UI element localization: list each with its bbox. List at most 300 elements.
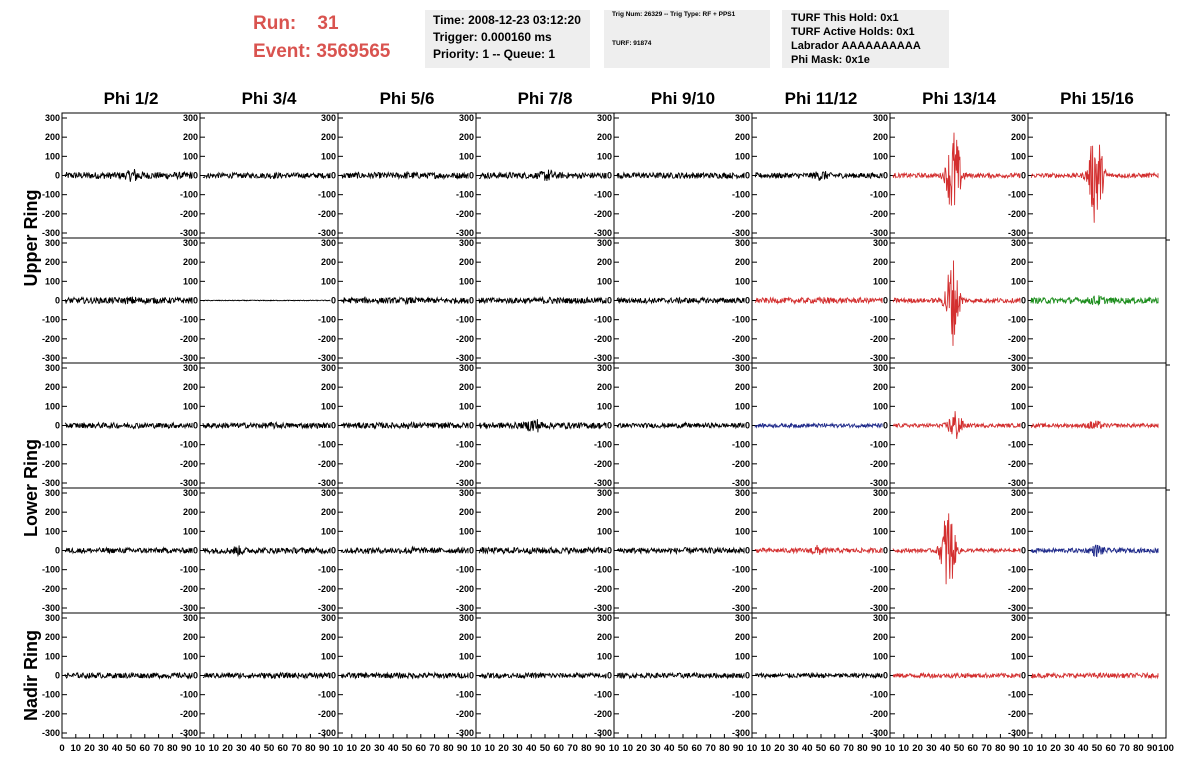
ytick-label-r2-c4: -200 [455,333,474,344]
column-header-7: Phi 13/14 [922,89,996,108]
waveform-r1-c1 [65,169,192,182]
ytick-label-r2-c6: 0 [744,295,750,306]
ytick-label-r3-c4: -100 [455,439,474,450]
ytick-label-r3-c4: 0 [468,420,474,431]
ytick-label-r4-c5: 300 [596,488,612,498]
waveform-r4-c7 [893,513,1020,584]
xtick-label-c2: 90 [318,743,330,754]
ytick-label-r1-c2: 100 [182,151,198,162]
run-label: Run: [253,13,297,34]
xtick-label-c5: 20 [636,743,647,754]
ytick-label-r5-c8: 300 [1010,613,1026,623]
ytick-label-r5-c1: -100 [41,689,60,700]
xtick-label-c7: 10 [898,743,910,754]
ytick-label-r3-c3: 300 [320,363,336,373]
ytick-label-r1-c3: -100 [317,189,336,200]
ytick-label-r1-c8: 0 [1020,170,1026,181]
ytick-label-r5-c4: -200 [455,708,474,719]
ytick-label-r2-c7: 0 [882,295,888,306]
ytick-label-r2-c5: 300 [596,238,612,248]
waveform-r2-c7 [893,261,1020,346]
ytick-label-r3-c2: -300 [179,478,198,488]
waveform-r2-c3 [341,297,468,303]
xtick-label-c1: 30 [98,743,109,754]
waveform-r4-c2 [203,545,330,555]
ytick-label-r2-c6: -300 [731,353,750,363]
xtick-label-c6: 90 [870,743,882,754]
waveform-r4-c4 [479,547,606,553]
ytick-label-r1-c2: 0 [192,170,198,181]
xtick-label-c7: 60 [967,743,979,754]
ytick-label-r4-c6: 100 [734,526,750,537]
event-value: 3569565 [316,41,391,62]
ytick-label-r4-c1: 200 [44,507,60,518]
ytick-label-r2-c2: -200 [179,333,198,344]
waveform-r5-c3 [341,673,468,679]
xtick-label-c8: 30 [1064,743,1075,754]
ytick-label-r5-c7: 300 [872,613,888,623]
ytick-label-r1-c2: -200 [179,208,198,219]
ytick-label-r5-c7: -200 [869,708,888,719]
ytick-label-r1-c5: 200 [596,132,612,143]
ytick-label-r5-c1: -300 [41,728,60,738]
ytick-label-r5-c3: 100 [320,651,336,662]
ytick-label-r2-c5: 100 [596,276,612,287]
ytick-label-r3-c4: 200 [458,382,474,393]
column-header-3: Phi 5/6 [379,89,435,108]
ytick-label-r5-c7: 200 [872,632,888,643]
ytick-label-r4-c3: 200 [320,507,336,518]
waveform-r1-c8 [1031,145,1158,223]
ytick-label-r4-c6: 200 [734,507,750,518]
event-label: Event: [253,41,312,62]
xtick-label-c2: 80 [305,743,316,754]
ytick-label-r5-c1: 0 [54,670,60,681]
ytick-label-r1-c6: -200 [731,208,750,219]
ytick-label-r3-c1: -200 [41,458,60,469]
ytick-label-r5-c2: -100 [179,689,198,700]
column-header-4: Phi 7/8 [517,89,573,108]
ytick-label-r3-c5: -100 [593,439,612,450]
phi-mask-line: Phi Mask: 0x1e [791,54,870,66]
ytick-label-r1-c1: -100 [41,189,60,200]
ytick-label-r3-c1: -300 [41,478,60,488]
xtick-label-c6: 80 [857,743,868,754]
waveform-r2-c4 [479,297,606,304]
ytick-label-r2-c7: 300 [872,238,888,248]
xtick-label-c8: 60 [1105,743,1117,754]
ytick-label-r5-c1: 200 [44,632,60,643]
ytick-label-r4-c4: -100 [455,564,474,575]
waveform-r3-c6 [755,423,882,427]
ytick-label-r3-c3: 0 [330,420,336,431]
ytick-label-r1-c8: -200 [1007,208,1026,219]
xtick-label-c1: 40 [111,743,123,754]
xtick-label-c7: 30 [926,743,937,754]
xtick-label-c6: 20 [774,743,785,754]
xtick-label-c1: 10 [194,743,206,754]
xtick-label-c1: 60 [139,743,151,754]
ytick-label-r5-c6: 0 [744,670,750,681]
ytick-label-r4-c6: -100 [731,564,750,575]
ytick-label-r2-c6: 300 [734,238,750,248]
ytick-label-r1-c4: 200 [458,132,474,143]
ytick-label-r1-c5: 100 [596,151,612,162]
ytick-label-r1-c8: 200 [1010,132,1026,143]
xtick-label-c6: 60 [829,743,841,754]
ytick-label-r2-c6: -100 [731,314,750,325]
ytick-label-r2-c3: -200 [317,333,336,344]
ytick-label-r4-c2: -100 [179,564,198,575]
ytick-label-r1-c8: 100 [1010,151,1026,162]
ytick-label-r4-c2: -300 [179,603,198,613]
ytick-label-r5-c3: 200 [320,632,336,643]
ytick-label-r3-c7: -300 [869,478,888,488]
time-line: Time: 2008-12-23 03:12:20 [433,13,581,27]
xtick-label-c5: 60 [691,743,703,754]
ytick-label-r5-c6: -100 [731,689,750,700]
ytick-label-r3-c6: -100 [731,439,750,450]
ytick-label-r4-c7: 100 [872,526,888,537]
ytick-label-r1-c6: 0 [744,170,750,181]
ytick-label-r4-c6: 300 [734,488,750,498]
ytick-label-r2-c7: 200 [872,257,888,268]
xtick-label-c5: 80 [719,743,730,754]
ytick-label-r3-c3: -200 [317,458,336,469]
ytick-label-r5-c2: 100 [182,651,198,662]
xtick-label-c6: 40 [801,743,813,754]
xtick-label-c1: 10 [70,743,82,754]
ytick-label-r3-c7: -200 [869,458,888,469]
waveform-r5-c5 [617,673,744,678]
waveform-r4-c8 [1031,545,1158,557]
ytick-label-r2-c3: 100 [320,276,336,287]
ytick-label-r3-c6: -200 [731,458,750,469]
ytick-label-r5-c3: 0 [330,670,336,681]
ytick-label-r2-c6: 200 [734,257,750,268]
ytick-label-r1-c4: -300 [455,228,474,238]
ytick-label-r4-c8: 300 [1010,488,1026,498]
ytick-label-r5-c1: 300 [44,613,60,623]
ytick-label-r2-c5: -100 [593,314,612,325]
ytick-label-r5-c6: -300 [731,728,750,738]
ytick-label-r4-c4: 100 [458,526,474,537]
xtick-label-c1: 80 [167,743,178,754]
ytick-label-r3-c3: 100 [320,401,336,412]
ytick-label-r4-c6: -300 [731,603,750,613]
ytick-label-r4-c5: -300 [593,603,612,613]
xtick-label-c2: 50 [263,743,275,754]
ytick-label-r2-c7: -100 [869,314,888,325]
xtick-label-c1: 90 [180,743,192,754]
ytick-label-r3-c8: 200 [1010,382,1026,393]
waveform-r2-c8 [1031,295,1158,305]
ytick-label-r3-c1: 100 [44,401,60,412]
ytick-label-r2-c2: 300 [182,238,198,248]
ytick-label-r3-c6: 300 [734,363,750,373]
ytick-label-r2-c6: 100 [734,276,750,287]
xtick-label-c3: 10 [346,743,358,754]
xtick-label-c8: 50 [1091,743,1103,754]
ytick-label-r5-c2: 300 [182,613,198,623]
xtick-label-c6: 30 [788,743,799,754]
ytick-label-r1-c5: 300 [596,113,612,123]
ytick-label-r2-c3: 200 [320,257,336,268]
xtick-label-c1: 50 [125,743,137,754]
ytick-label-r4-c1: 0 [54,545,60,556]
ytick-label-r4-c2: 0 [192,545,198,556]
xtick-label-c4: 50 [539,743,551,754]
ytick-label-r1-c5: -300 [593,228,612,238]
ytick-label-r5-c1: 100 [44,651,60,662]
xtick-label-c8: 10 [1036,743,1048,754]
ytick-label-r2-c2: -100 [179,314,198,325]
xtick-label-c4: 30 [512,743,523,754]
ytick-label-r5-c8: -300 [1007,728,1026,738]
ytick-label-r4-c3: -200 [317,583,336,594]
ytick-label-r5-c7: -100 [869,689,888,700]
waveform-r4-c1 [65,548,192,553]
xtick-label-c5: 10 [746,743,758,754]
ytick-label-r3-c1: 0 [54,420,60,431]
ytick-label-r1-c4: -100 [455,189,474,200]
ytick-label-r4-c4: 0 [468,545,474,556]
xtick-label-c7: 80 [995,743,1006,754]
ytick-label-r4-c3: 300 [320,488,336,498]
ytick-label-r1-c4: -200 [455,208,474,219]
ytick-label-r4-c3: -100 [317,564,336,575]
ytick-label-r3-c2: 300 [182,363,198,373]
ytick-label-r5-c5: -100 [593,689,612,700]
ytick-label-r2-c3: 0 [330,295,336,306]
panel-frame-r4-c3 [338,488,476,613]
xtick-label-c1: 20 [84,743,95,754]
ytick-label-r4-c8: -100 [1007,564,1026,575]
xtick-label-c2: 20 [222,743,233,754]
ytick-label-r4-c7: -200 [869,583,888,594]
ytick-label-r2-c7: -300 [869,353,888,363]
ytick-label-r4-c7: 0 [882,545,888,556]
xtick-label-c4: 70 [567,743,578,754]
ytick-label-r5-c4: -300 [455,728,474,738]
ytick-label-r4-c6: 0 [744,545,750,556]
column-header-2: Phi 3/4 [241,89,297,108]
waveform-r2-c2 [203,300,330,301]
waveform-r3-c1 [65,423,192,429]
xtick-label-c3: 10 [470,743,482,754]
ytick-label-r4-c7: 300 [872,488,888,498]
ytick-label-r4-c5: -100 [593,564,612,575]
xtick-label-c1: 0 [59,743,65,754]
ytick-label-r2-c3: -300 [317,353,336,363]
ytick-label-r3-c7: 200 [872,382,888,393]
run-value: 31 [317,13,339,34]
xtick-label-c5: 90 [732,743,744,754]
ytick-label-r2-c4: 0 [468,295,474,306]
waveform-r1-c2 [203,173,330,179]
ytick-label-r3-c4: 300 [458,363,474,373]
waveform-r3-c3 [341,423,468,429]
column-header-6: Phi 11/12 [784,89,858,108]
ytick-label-r1-c8: -100 [1007,189,1026,200]
xtick-label-c2: 10 [208,743,220,754]
ytick-label-r2-c8: -200 [1007,333,1026,344]
waveform-r5-c1 [65,673,192,678]
ytick-label-r5-c8: 200 [1010,632,1026,643]
ytick-label-r2-c8: 300 [1010,238,1026,248]
ytick-label-r1-c6: 300 [734,113,750,123]
ytick-label-r4-c1: -300 [41,603,60,613]
ytick-label-r2-c1: -200 [41,333,60,344]
ytick-label-r1-c7: 100 [872,151,888,162]
xtick-label-c7: 40 [939,743,951,754]
xtick-label-c6: 70 [843,743,854,754]
waveform-r2-c5 [617,298,744,304]
ytick-label-r4-c7: -300 [869,603,888,613]
ytick-label-r1-c1: 200 [44,132,60,143]
xtick-label-c7: 90 [1008,743,1020,754]
xtick-label-c8: 90 [1146,743,1158,754]
ytick-label-r2-c1: 100 [44,276,60,287]
ytick-label-r2-c2: 100 [182,276,198,287]
ytick-label-r3-c7: -100 [869,439,888,450]
ytick-label-r5-c8: -100 [1007,689,1026,700]
xtick-label-c7: 10 [1022,743,1034,754]
ytick-label-r5-c6: 100 [734,651,750,662]
ytick-label-r3-c1: -100 [41,439,60,450]
xtick-label-c7: 70 [981,743,992,754]
xtick-label-c3: 90 [456,743,468,754]
ytick-label-r3-c4: -200 [455,458,474,469]
ytick-label-r2-c4: 300 [458,238,474,248]
ytick-label-r1-c1: -300 [41,228,60,238]
ytick-label-r3-c4: -300 [455,478,474,488]
ytick-label-r4-c2: 100 [182,526,198,537]
ytick-label-r3-c8: 0 [1020,420,1026,431]
ytick-label-r1-c7: -100 [869,189,888,200]
labrador-line: Labrador AAAAAAAAAA [791,40,921,52]
waveform-r3-c5 [617,423,744,428]
ytick-label-r1-c5: 0 [606,170,612,181]
ytick-label-r1-c1: 300 [44,113,60,123]
ytick-label-r3-c5: 0 [606,420,612,431]
waveform-r1-c3 [341,172,468,178]
ytick-label-r2-c1: -100 [41,314,60,325]
ytick-label-r5-c2: 200 [182,632,198,643]
xtick-label-c5: 30 [650,743,661,754]
ytick-label-r3-c1: 200 [44,382,60,393]
ytick-label-r3-c3: -300 [317,478,336,488]
ytick-label-r1-c3: -300 [317,228,336,238]
waveform-r1-c7 [893,133,1020,206]
ytick-label-r3-c6: 0 [744,420,750,431]
ytick-label-r1-c2: -300 [179,228,198,238]
xtick-label-c8: 100 [1158,743,1174,754]
ytick-label-r5-c5: -200 [593,708,612,719]
ytick-label-r3-c7: 100 [872,401,888,412]
ytick-label-r3-c5: 100 [596,401,612,412]
xtick-label-c5: 40 [663,743,675,754]
ytick-label-r2-c5: -200 [593,333,612,344]
waveform-r2-c6 [755,297,882,303]
turf-active-holds-line: TURF Active Holds: 0x1 [791,26,915,38]
ytick-label-r5-c1: -200 [41,708,60,719]
xtick-label-c5: 70 [705,743,716,754]
ytick-label-r4-c8: -300 [1007,603,1026,613]
ytick-label-r1-c5: -200 [593,208,612,219]
ytick-label-r5-c2: 0 [192,670,198,681]
ytick-label-r5-c3: -100 [317,689,336,700]
ytick-label-r5-c6: 300 [734,613,750,623]
ytick-label-r4-c4: -200 [455,583,474,594]
ytick-label-r1-c7: -200 [869,208,888,219]
ytick-label-r3-c5: -200 [593,458,612,469]
ytick-label-r1-c6: 200 [734,132,750,143]
ytick-label-r2-c4: -100 [455,314,474,325]
ytick-label-r5-c3: 300 [320,613,336,623]
ytick-label-r5-c2: -200 [179,708,198,719]
ytick-label-r1-c7: 200 [872,132,888,143]
xtick-label-c2: 60 [277,743,289,754]
ytick-label-r3-c2: 100 [182,401,198,412]
waveform-r5-c6 [755,673,882,678]
ytick-label-r3-c8: 300 [1010,363,1026,373]
xtick-label-c3: 60 [415,743,427,754]
waveform-r5-c2 [203,673,330,679]
ytick-label-r2-c5: -300 [593,353,612,363]
waveform-r2-c1 [65,297,192,304]
xtick-label-c3: 20 [360,743,371,754]
column-header-1: Phi 1/2 [103,89,159,108]
xtick-label-c4: 10 [484,743,496,754]
ytick-label-r5-c4: 200 [458,632,474,643]
ytick-label-r4-c4: 300 [458,488,474,498]
ytick-label-r2-c1: 300 [44,238,60,248]
xtick-label-c2: 70 [291,743,302,754]
row-label-3: Nadir Ring [21,629,41,722]
ytick-label-r3-c6: 100 [734,401,750,412]
waveform-r4-c6 [755,545,882,555]
waveform-r3-c7 [893,411,1020,439]
waveform-r5-c8 [1031,673,1158,678]
xtick-label-c4: 90 [594,743,606,754]
ytick-label-r1-c2: 200 [182,132,198,143]
ytick-label-r1-c1: 100 [44,151,60,162]
ytick-label-r3-c2: 0 [192,420,198,431]
xtick-label-c1: 70 [153,743,164,754]
ytick-label-r1-c3: 300 [320,113,336,123]
ytick-label-r5-c2: -300 [179,728,198,738]
ytick-label-r1-c4: 300 [458,113,474,123]
ytick-label-r3-c4: 100 [458,401,474,412]
ytick-label-r4-c2: 300 [182,488,198,498]
waveform-r3-c4 [479,419,606,432]
row-label-1: Upper Ring [21,189,41,287]
ytick-label-r2-c1: 200 [44,257,60,268]
xtick-label-c7: 50 [953,743,965,754]
xtick-label-c3: 80 [443,743,454,754]
ytick-label-r5-c8: 100 [1010,651,1026,662]
ytick-label-r1-c5: -100 [593,189,612,200]
xtick-label-c4: 20 [498,743,509,754]
ytick-label-r4-c1: -100 [41,564,60,575]
waveform-r1-c6 [755,171,882,181]
ytick-label-r5-c6: 200 [734,632,750,643]
ytick-label-r3-c8: 100 [1010,401,1026,412]
ytick-label-r2-c8: -100 [1007,314,1026,325]
ytick-label-r5-c7: 0 [882,670,888,681]
xtick-label-c3: 50 [401,743,413,754]
